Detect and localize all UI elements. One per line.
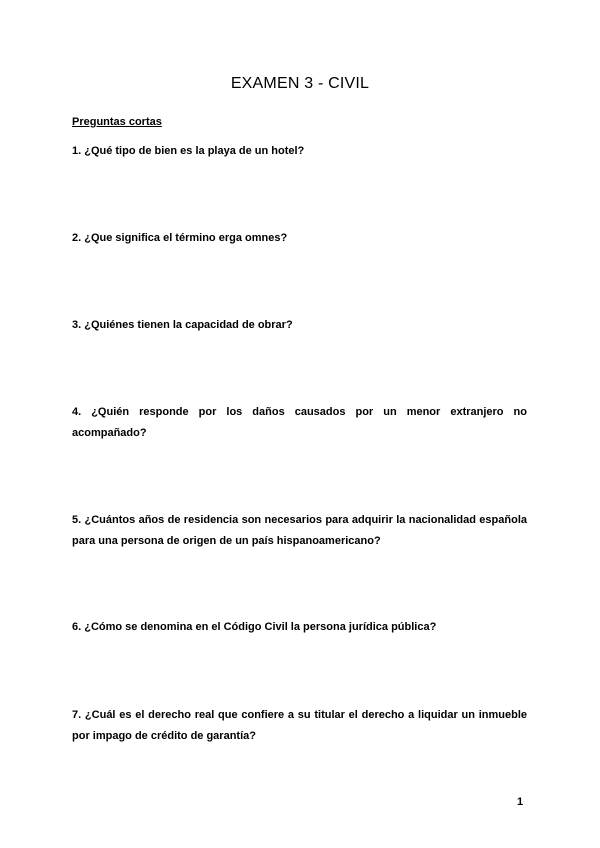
section-heading: Preguntas cortas [72,116,162,128]
question-7: 7. ¿Cuál es el derecho real que confiere a su titular el derecho a liquidar un inmueble por impago de crédito de garantía? [72,709,527,742]
page-number: 1 [517,796,524,808]
question-5: 5. ¿Cuántos años de residencia son necesarios para adquirir la nacionalidad española para una persona de origen de un país hispanoamericano? [72,514,527,547]
question-3: 3. ¿Quiénes tienen la capacidad de obrar? [72,319,293,331]
page-title: EXAMEN 3 - CIVIL [230,75,370,92]
question-1: 1. ¿Qué tipo de bien es la playa de un hotel? [72,145,305,157]
question-6: 6. ¿Cómo se denomina en el Código Civil la persona jurídica pública? [72,621,437,633]
question-4: 4. ¿Quién responde por los daños causados por un menor extranjero no acompañado? [72,406,527,439]
question-2: 2. ¿Que significa el término erga omnes? [72,232,288,244]
